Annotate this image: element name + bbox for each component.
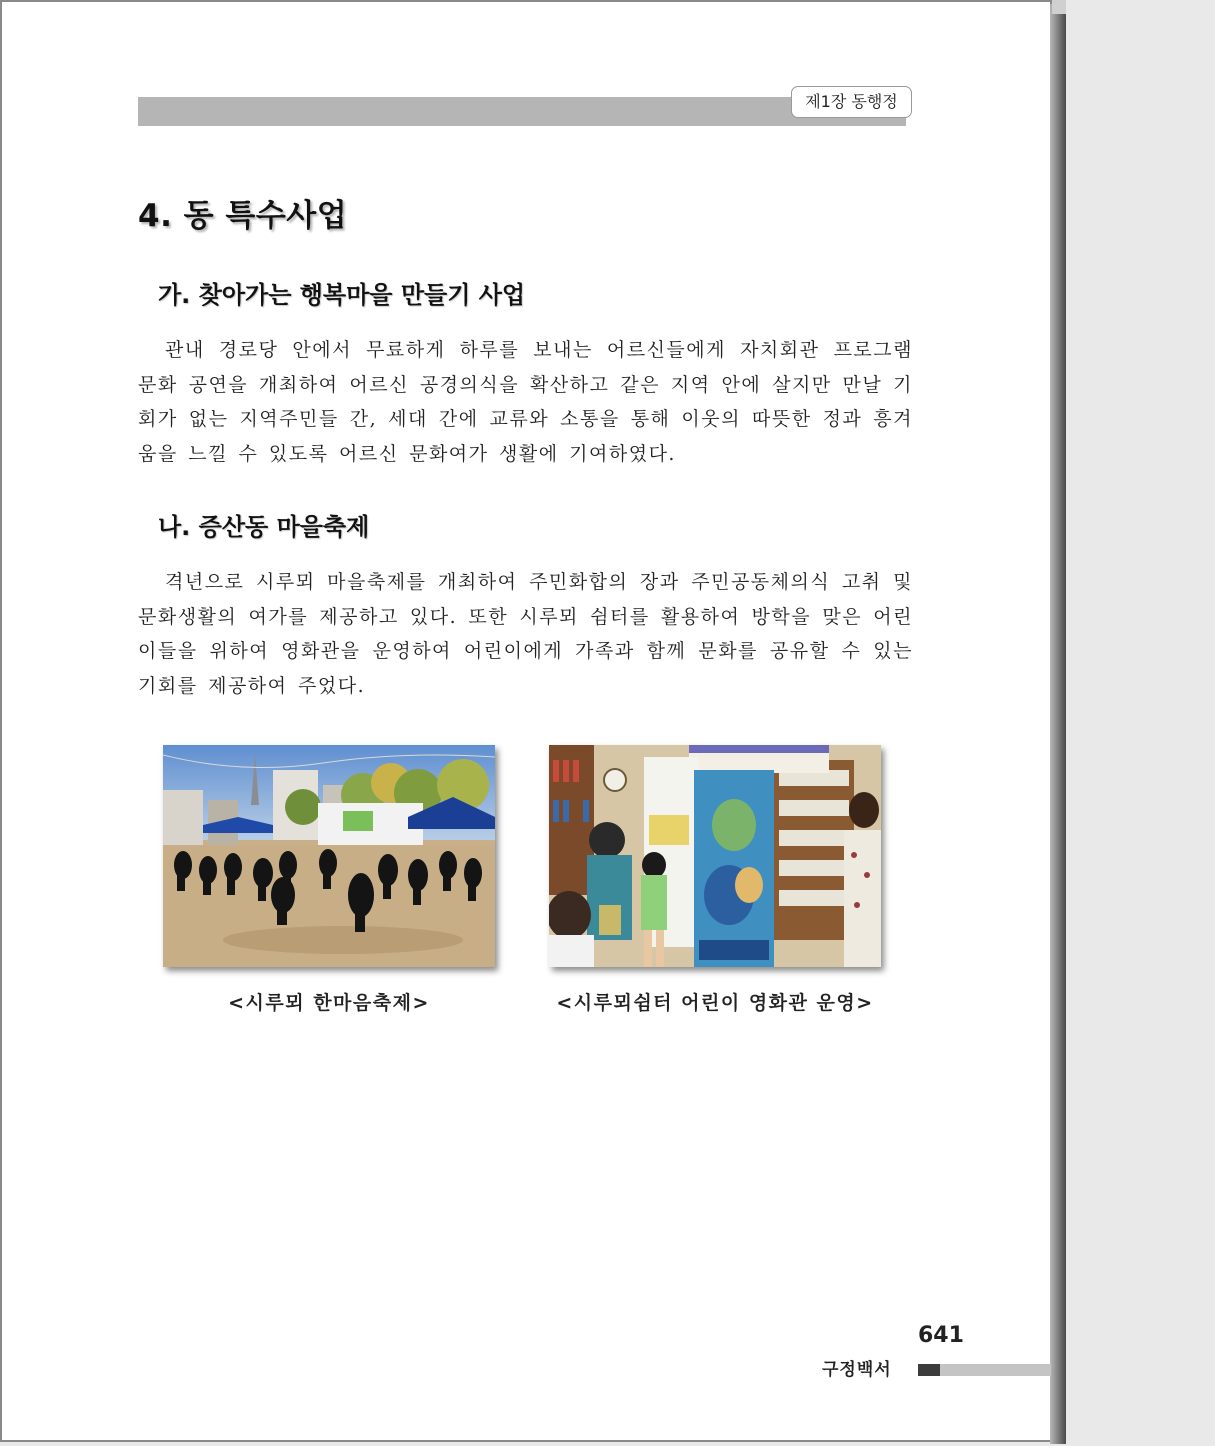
photo-caption-2: <시루뫼쉼터 어린이 영화관 운영>	[556, 992, 874, 1014]
subsection-title-a: 가. 찾아가는 행복마을 만들기 사업	[158, 281, 526, 309]
footer-bar-accent	[918, 1364, 940, 1376]
subsection-body-a: 관내 경로당 안에서 무료하게 하루를 보내는 어르신들에게 자치회관 프로그램 문화 공연을 개최하여 어르신 공경의식을 확산하고 같은 지역 안에 살지만 만날 기회가 없는 지역주민들 간, 세대 간에 교류와 소통을 통해 이웃의 따뜻한 정과 흥겨움을 느낄 수 있도록 어르신 문화여가 생활에 기여하였다.	[138, 339, 913, 465]
page-number: 641	[918, 1323, 964, 1348]
page-edge-shadow	[1050, 4, 1066, 1444]
subsection-title-b: 나. 증산동 마을축제	[158, 513, 370, 541]
page-corner	[1052, 0, 1066, 14]
festival-photo	[163, 745, 495, 967]
section-title: 4. 동 특수사업	[138, 198, 348, 234]
book-title: 구정백서	[822, 1360, 892, 1380]
photo-caption-1: <시루뫼 한마음축제>	[228, 992, 430, 1014]
chapter-tab: 제1장 동행정	[791, 86, 912, 118]
footer-bar	[940, 1364, 1051, 1376]
cinema-photo	[549, 745, 881, 967]
subsection-body-b: 격년으로 시루뫼 마을축제를 개최하여 주민화합의 장과 주민공동체의식 고취 및 문화생활의 여가를 제공하고 있다. 또한 시루뫼 쉼터를 활용하여 방학을 맞은 어린이들을 위하여 영화관을 운영하여 어린이에게 가족과 함께 문화를 공유할 수 있는 기회를 제공하여 주었다.	[138, 571, 913, 697]
